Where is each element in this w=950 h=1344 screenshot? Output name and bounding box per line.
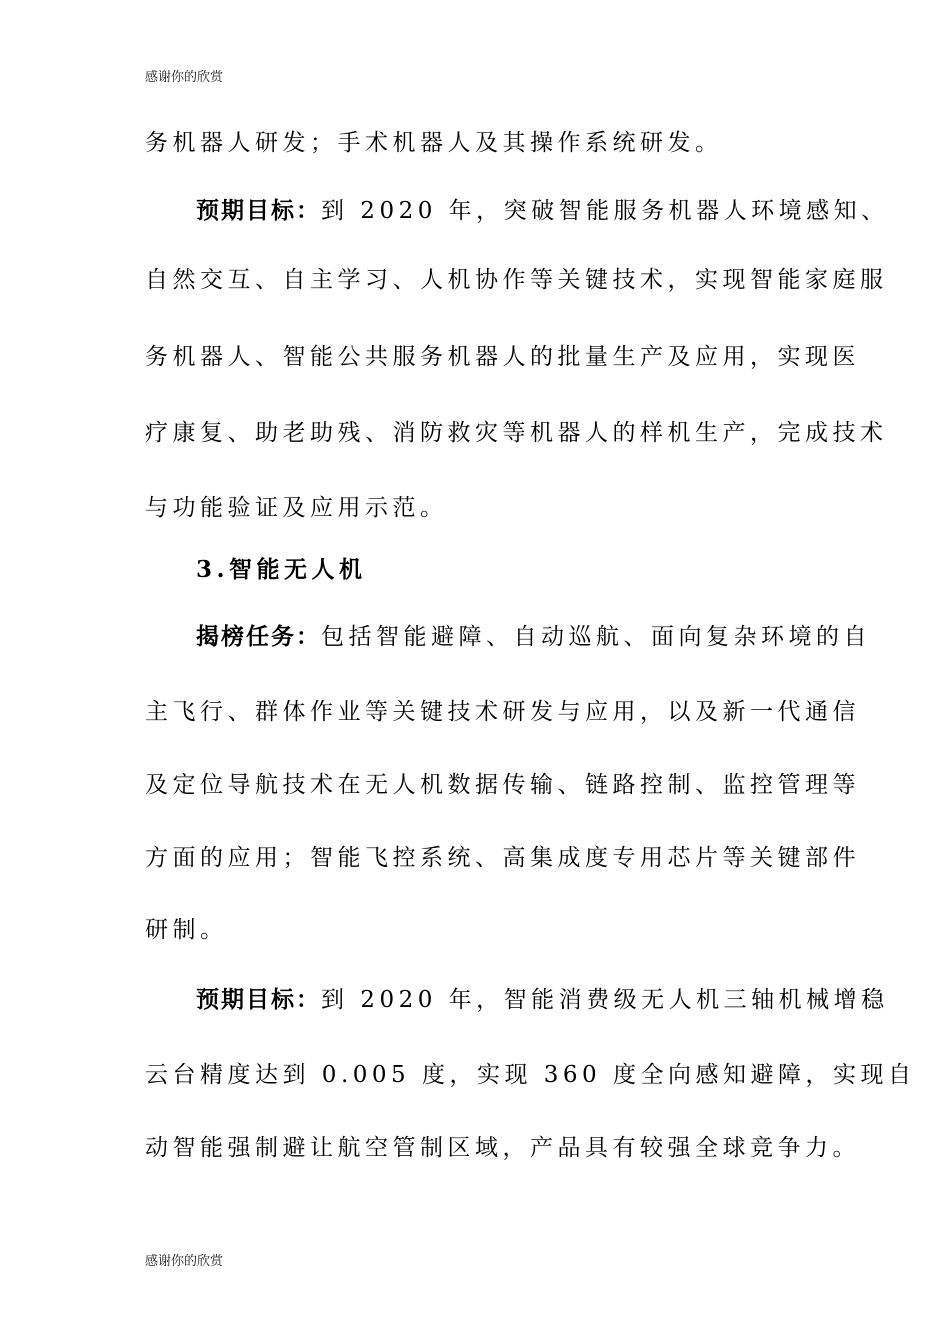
line-text: 到 2020 年，突破智能服务机器人环境感知、 — [321, 198, 889, 224]
line-text: 疗康复、助老助残、消防救灾等机器人的样机生产，完成技术 — [145, 420, 888, 446]
paragraph-line — [196, 196, 889, 226]
line-text: 动智能强制避让航空管制区域，产品具有较强全球竞争力。 — [145, 1135, 860, 1161]
paragraph-line — [145, 770, 860, 800]
bold-label: 预期目标： — [196, 197, 321, 224]
paragraph-line — [145, 843, 860, 873]
line-text: 及定位导航技术在无人机数据传输、链路控制、监控管理等 — [145, 772, 860, 798]
paragraph-line — [145, 265, 888, 295]
bold-label: 揭榜任务： — [196, 623, 321, 650]
line-text: 研制。 — [145, 917, 228, 943]
paragraph-line — [145, 915, 228, 945]
bold-label: 预期目标： — [196, 986, 321, 1013]
line-text: 包括智能避障、自动巡航、面向复杂环境的自 — [321, 624, 871, 650]
page-footer: 感谢你的欣赏 — [145, 1254, 224, 1269]
paragraph-line — [145, 418, 888, 448]
paragraph-line — [196, 622, 871, 652]
line-text: 务机器人研发；手术机器人及其操作系统研发。 — [145, 130, 723, 156]
paragraph-line — [145, 342, 860, 372]
paragraph-line — [145, 697, 860, 727]
paragraph-line — [145, 493, 448, 523]
line-text: 方面的应用；智能飞控系统、高集成度专用芯片等关键部件 — [145, 845, 860, 871]
line-text: 与功能验证及应用示范。 — [145, 495, 448, 521]
line-text: 云台精度达到 0.005 度，实现 360 度全向感知避障，实现自 — [145, 1062, 916, 1088]
line-text: 到 2020 年，智能消费级无人机三轴机械增稳 — [321, 987, 889, 1013]
paragraph-line — [145, 1133, 860, 1163]
paragraph-line — [145, 128, 723, 158]
paragraph-line — [145, 1060, 916, 1090]
line-text: 务机器人、智能公共服务机器人的批量生产及应用，实现医 — [145, 344, 860, 370]
line-text: 主飞行、群体作业等关键技术研发与应用，以及新一代通信 — [145, 699, 860, 725]
page-header: 感谢你的欣赏 — [145, 70, 224, 85]
paragraph-line — [196, 985, 889, 1015]
line-text: 自然交互、自主学习、人机协作等关键技术，实现智能家庭服 — [145, 267, 888, 293]
section-heading: 3.智能无人机 — [196, 556, 367, 583]
